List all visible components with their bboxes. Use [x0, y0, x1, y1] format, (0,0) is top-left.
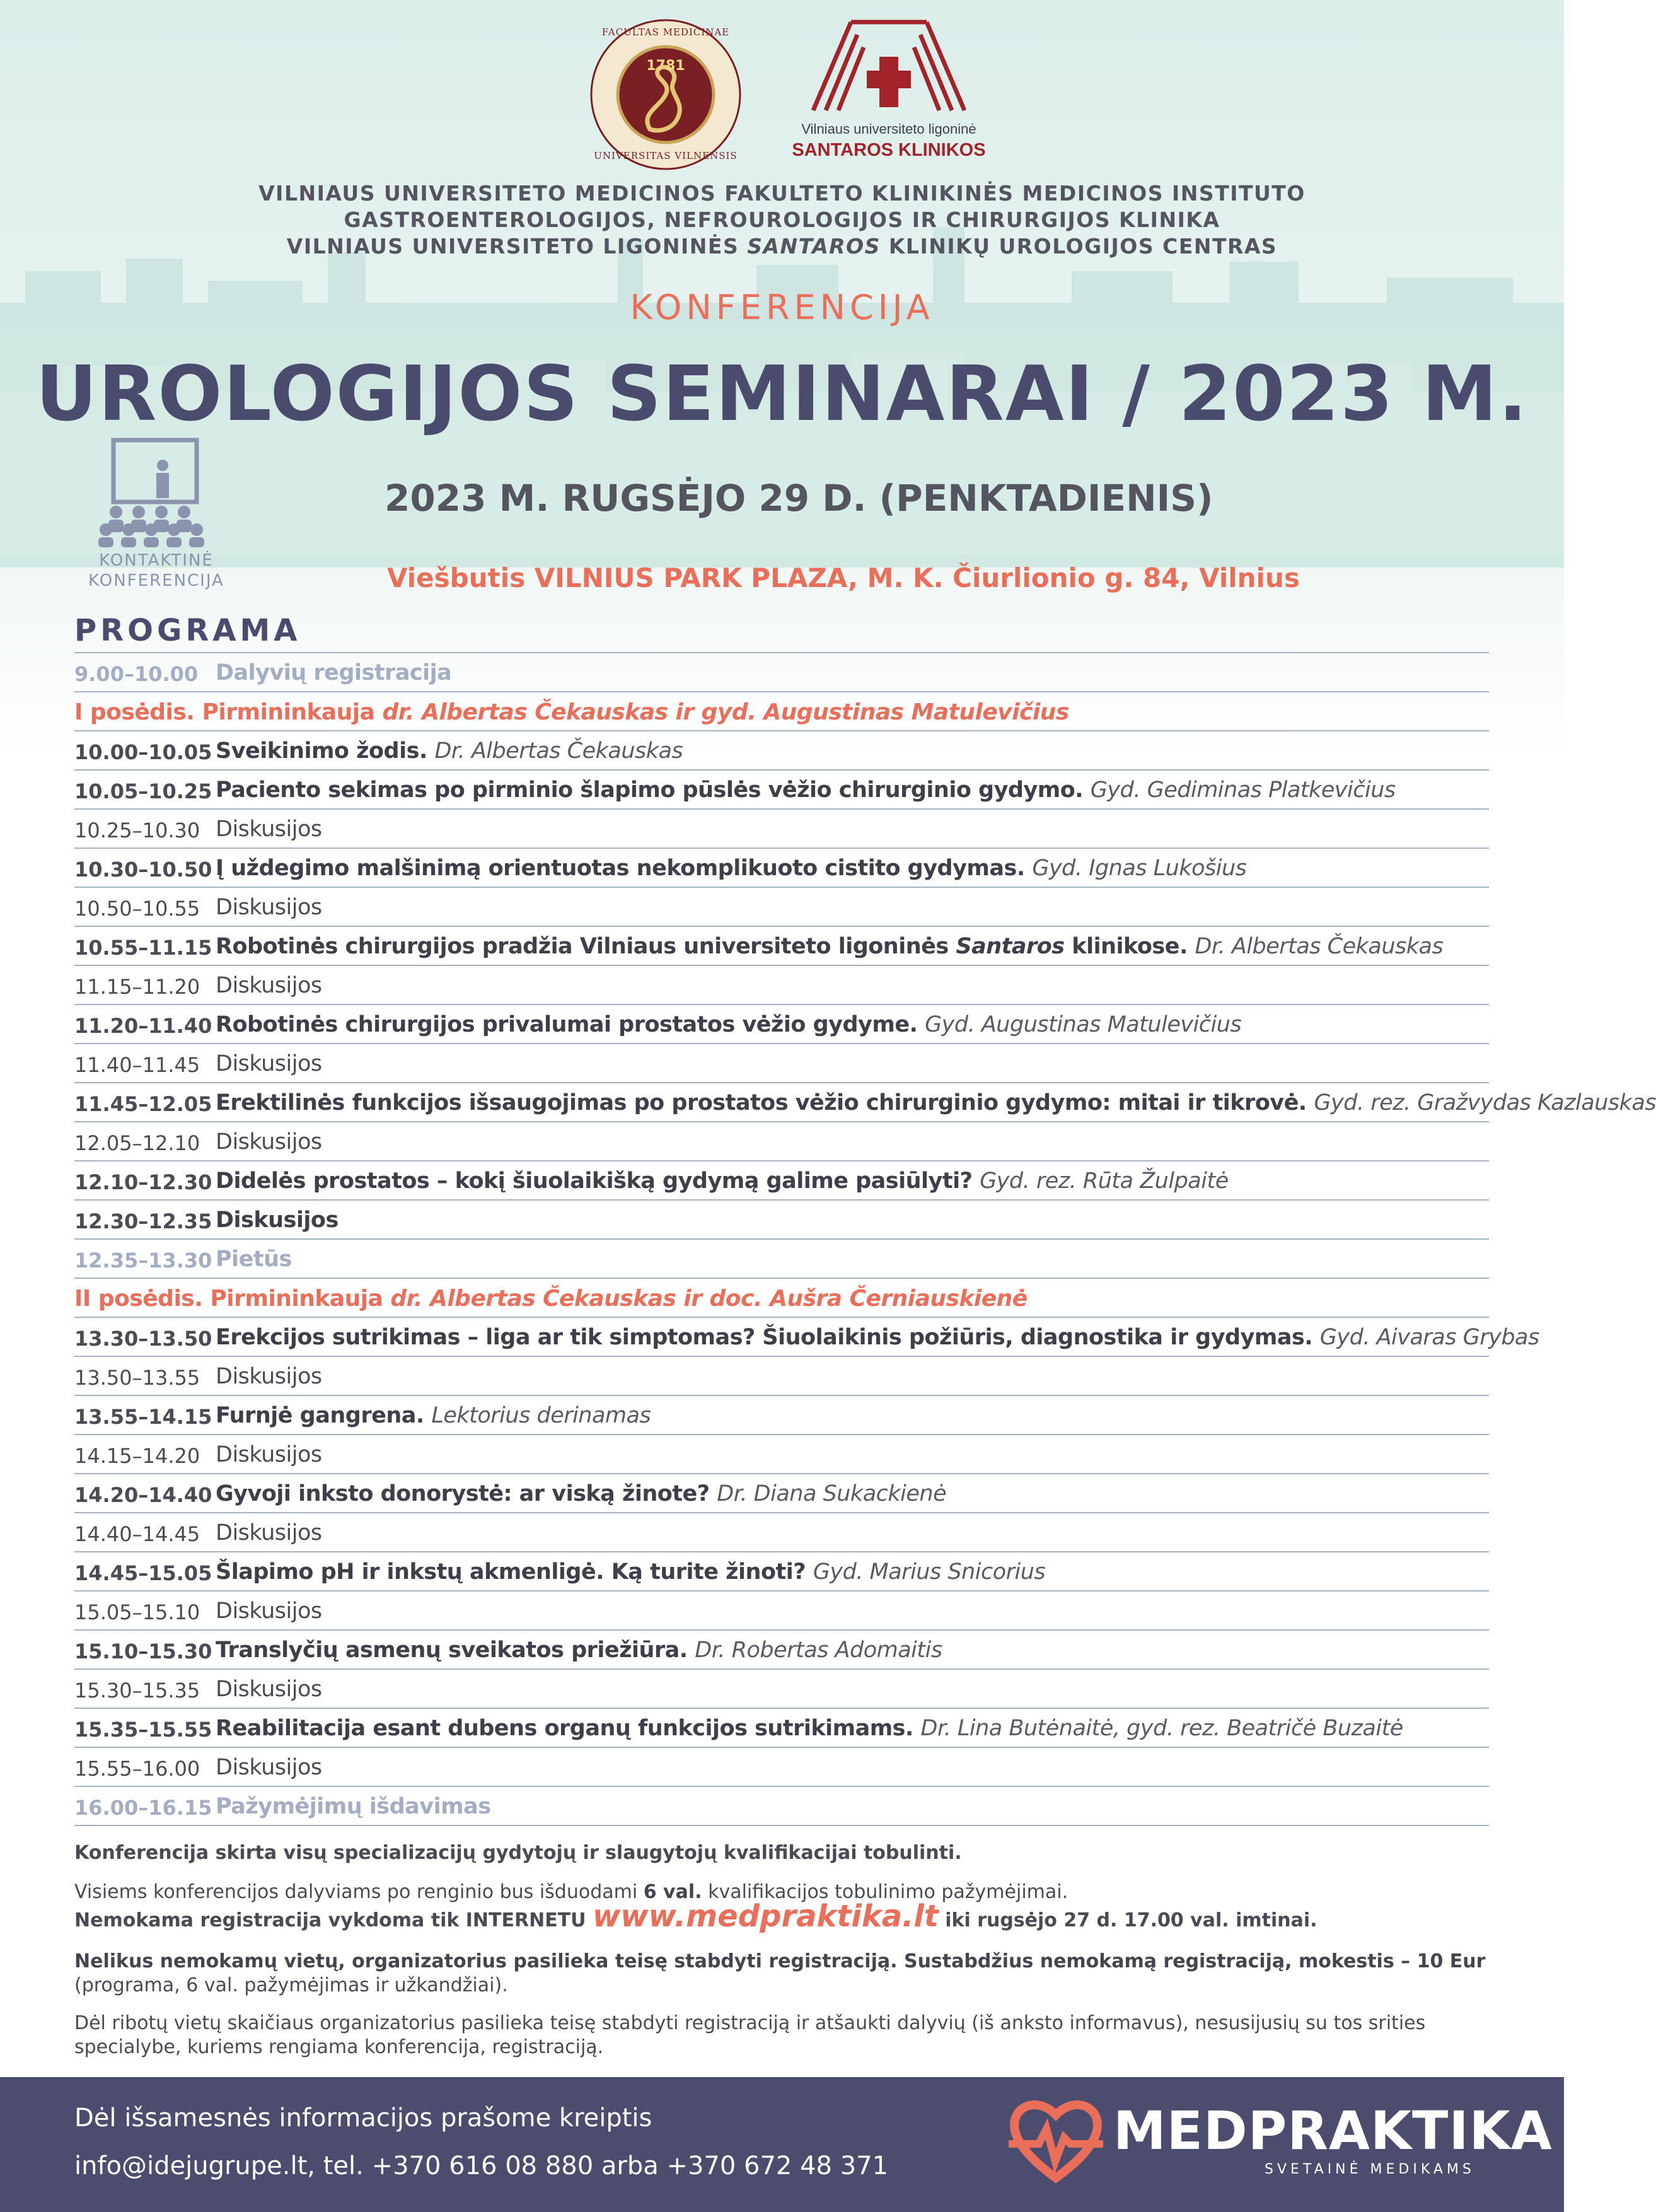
program-time: 13.55–14.15 — [74, 1405, 212, 1429]
seal-text-bottom: UNIVERSITAS VILNENSIS — [594, 150, 738, 161]
contact-conference-label-2: KONFERENCIJA — [88, 571, 224, 590]
program-title: Diskusijos — [216, 1520, 322, 1545]
program-time: 11.45–12.05 — [74, 1092, 212, 1116]
program-title: Diskusijos — [216, 973, 322, 998]
program-title: Šlapimo pH ir inkstų akmenligė. Ką turite žinoti? Gyd. Marius Snicorius — [216, 1559, 1046, 1585]
program-speaker: Gyd. Augustinas Matulevičius — [925, 1012, 1242, 1037]
program-session-header — [74, 692, 1489, 731]
program-title: Į uždegimo malšinimą orientuotas nekomplikuoto cistito gydymas. Gyd. Ignas Lukošius — [216, 856, 1247, 881]
program-time: 10.30–10.50 — [74, 858, 212, 882]
program-speaker: Dr. Lina Butėnaitė, gyd. rez. Beatričė Buzaitė — [920, 1716, 1403, 1741]
program-row — [74, 1318, 1539, 1357]
program-row-discussion — [74, 1670, 1489, 1709]
program-time: 12.10–12.30 — [74, 1170, 212, 1194]
info-fee: Nelikus nemokamų vietų, organizatorius pasilieka teisę stabdyti registraciją. Sustabdžius nemokamą registraciją, mokestis – 10 Eur (programa, 6 val. pažymėjimas ir užkandžiai). — [74, 1950, 1486, 1996]
program-title: Erektilinės funkcijos išsaugojimas po prostatos vėžio chirurginio gydymo: mitai ir tikrovė. Gyd. rez. Gražvydas Kazlauskas — [216, 1090, 1656, 1115]
program-title: Diskusijos — [216, 895, 322, 920]
program-heading: PROGRAMA — [74, 613, 301, 648]
program-row — [74, 731, 1489, 771]
program-row — [74, 1631, 1489, 1670]
institution-line-2: GASTROENTEROLOGIJOS, NEFROUROLOGIJOS IR CHIRURGIJOS KLINIKA — [344, 207, 1220, 232]
program-row-discussion — [74, 1044, 1489, 1083]
program-row-discussion — [74, 1513, 1489, 1552]
footer — [0, 2077, 1564, 2212]
program-speaker: Gyd. rez. Rūta Žulpaitė — [980, 1168, 1229, 1194]
program-speaker: Gyd. Aivaras Grybas — [1319, 1325, 1539, 1350]
footer-contact-details: info@idejugrupe.lt, tel. +370 616 08 880 arba +370 672 48 371 — [74, 2151, 889, 2180]
program-row — [74, 1240, 1489, 1279]
session-title: II posėdis. Pirmininkauja dr. Albertas Čekauskas ir doc. Aušra Černiauskienė — [74, 1286, 1028, 1312]
program-speaker: Dr. Diana Sukackienė — [717, 1481, 947, 1506]
event-date: 2023 M. RUGSĖJO 29 D. (PENKTADIENIS) — [385, 477, 1213, 520]
program-title: Paciento sekimas po pirminio šlapimo pūslės vėžio chirurginio gydymo. Gyd. Gediminas Platkevičius — [216, 777, 1396, 803]
program-title: Gyvoji inksto donorystė: ar viską žinote? Dr. Diana Sukackienė — [216, 1481, 947, 1506]
program-title: Robotinės chirurgijos pradžia Vilniaus universiteto ligoninės Santaros klinikose. Dr. Albertas Čekauskas — [216, 934, 1444, 959]
brand-logo-subtitle: SVETAINĖ MEDIKAMS — [1265, 2162, 1475, 2177]
program-session-header — [74, 1279, 1489, 1318]
program-time: 15.05–15.10 — [74, 1600, 200, 1624]
contact-conference-label-1: KONTAKTINĖ — [99, 551, 214, 570]
program-row — [74, 1083, 1656, 1122]
program-row-discussion — [74, 1435, 1489, 1474]
brand-logo-text: MEDPRAKTIKA — [1113, 2100, 1553, 2162]
program-time: 10.55–11.15 — [74, 936, 212, 960]
program-title: Furnjė gangrena. Lektorius derinamas — [216, 1403, 651, 1428]
info-registration: Nemokama registracija vykdoma tik INTERNETU www.medpraktika.lt iki rugsėjo 27 d. 17.00 val. imtinai. — [74, 1899, 1317, 1934]
program-title: Diskusijos — [216, 817, 322, 842]
program-row-discussion — [74, 1122, 1489, 1161]
program-row — [74, 1005, 1489, 1044]
program-title: Robotinės chirurgijos privalumai prostatos vėžio gydyme. Gyd. Augustinas Matulevičius — [216, 1012, 1242, 1037]
program-row — [74, 927, 1489, 966]
heart-pulse-icon — [1009, 2096, 1103, 2184]
page-title: UROLOGIJOS SEMINARAI / 2023 M. — [35, 351, 1529, 438]
program-row — [74, 653, 1489, 692]
program-title: Diskusijos — [216, 1442, 322, 1467]
program-time: 11.40–11.45 — [74, 1053, 200, 1077]
program-time: 11.15–11.20 — [74, 975, 200, 999]
program-row — [74, 1709, 1489, 1748]
info-purpose: Konferencija skirta visų specializacijų gydytojų ir slaugytojų kvalifikacijai tobulinti. — [74, 1842, 962, 1864]
program-title: Diskusijos — [216, 1208, 339, 1233]
program-time: 15.35–15.55 — [74, 1718, 212, 1742]
program-row — [74, 771, 1489, 810]
program-time: 10.50–10.55 — [74, 897, 200, 921]
program-time: 16.00–16.15 — [74, 1796, 212, 1820]
program-time: 13.30–13.50 — [74, 1327, 212, 1351]
program-time: 12.30–12.35 — [74, 1209, 212, 1233]
program-row — [74, 1787, 1489, 1826]
program-title: Diskusijos — [216, 1755, 322, 1780]
program-title: Translyčių asmenų sveikatos priežiūra. Dr. Robertas Adomaitis — [216, 1638, 942, 1663]
program-row — [74, 849, 1489, 888]
faculty-seal-logo — [590, 19, 741, 170]
program-row-discussion — [74, 810, 1489, 849]
program-row-discussion — [74, 1748, 1489, 1787]
program-speaker: Gyd. rez. Gražvydas Kazlauskas — [1314, 1090, 1656, 1115]
program-time: 14.15–14.20 — [74, 1444, 200, 1468]
program-speaker: Dr. Robertas Adomaitis — [695, 1638, 942, 1663]
program-title: Erekcijos sutrikimas – liga ar tik simptomas? Šiuolaikinis požiūris, diagnostika ir gydymas. Gyd. Aivaras Grybas — [216, 1325, 1539, 1350]
program-time: 12.05–12.10 — [74, 1131, 200, 1155]
program-title: Didelės prostatos – kokį šiuolaikišką gydymą galime pasiūlyti? Gyd. rez. Rūta Žulpaitė — [216, 1168, 1229, 1194]
program-title: Diskusijos — [216, 1129, 322, 1155]
santaros-klinikos-logo — [788, 19, 990, 170]
seal-year: 1781 — [646, 58, 685, 74]
program-time: 14.20–14.40 — [74, 1483, 212, 1507]
info-limit: Dėl ribotų vietų skaičiaus organizatorius pasilieka teisę stabdyti registraciją ir atšaukti dalyvių (iš anksto informavus), nesusijusių su tos srities specialybe, kuriems rengiama konferencija, registraciją. — [74, 2012, 1426, 2058]
program-speaker: Gyd. Gediminas Platkevičius — [1090, 777, 1396, 803]
info-certificate: Visiems konferencijos dalyviams po renginio bus išduodami 6 val. kvalifikacijos tobulinimo pažymėjimai. — [74, 1881, 1068, 1903]
seal-text-top: FACULTAS MEDICINAE — [601, 26, 730, 38]
conference-label: KONFERENCIJA — [630, 288, 934, 327]
program-speaker: Dr. Albertas Čekauskas — [1195, 934, 1444, 959]
program-title: Dalyvių registracija — [216, 660, 452, 685]
program-speaker: Gyd. Marius Snicorius — [813, 1559, 1046, 1585]
institution-line-1: VILNIAUS UNIVERSITETO MEDICINOS FAKULTETO KLINIKINĖS MEDICINOS INSTITUTO — [258, 181, 1306, 206]
program-title: Pietūs — [216, 1247, 292, 1272]
program-row — [74, 1474, 1489, 1513]
program-row — [74, 1201, 1489, 1240]
program-speaker: Gyd. Ignas Lukošius — [1032, 856, 1247, 881]
program-time: 14.40–14.45 — [74, 1522, 200, 1546]
session-title: I posėdis. Pirmininkauja dr. Albertas Čekauskas ir gyd. Augustinas Matulevičius — [74, 699, 1069, 725]
santaros-logo-line1: Vilniaus universiteto ligoninė — [801, 121, 976, 137]
program-row — [74, 1396, 1489, 1435]
footer-contact-label: Dėl išsamesnės informacijos prašome kreiptis — [74, 2104, 652, 2133]
santaros-logo-line2: SANTAROS KLINIKOS — [792, 140, 986, 160]
program-title: Diskusijos — [216, 1598, 322, 1624]
program-table — [74, 652, 1656, 1826]
contact-conference-icon — [81, 435, 238, 599]
program-row-discussion — [74, 888, 1489, 927]
program-speaker: Dr. Albertas Čekauskas — [434, 738, 683, 764]
program-row-discussion — [74, 1357, 1489, 1396]
program-title: Reabilitacija esant dubens organų funkcijos sutrikimams. Dr. Lina Butėnaitė, gyd. rez. Beatričė Buzaitė — [216, 1716, 1403, 1741]
program-time: 15.10–15.30 — [74, 1639, 212, 1663]
program-time: 13.50–13.55 — [74, 1366, 200, 1390]
program-time: 10.00–10.05 — [74, 740, 212, 764]
program-speaker: Lektorius derinamas — [431, 1403, 651, 1428]
program-time: 9.00–10.00 — [74, 662, 199, 686]
program-title: Sveikinimo žodis. Dr. Albertas Čekauskas — [216, 738, 683, 764]
program-title: Diskusijos — [216, 1051, 322, 1076]
event-venue: Viešbutis VILNIUS PARK PLAZA, M. K. Čiurlionio g. 84, Vilnius — [387, 562, 1300, 593]
program-row-discussion — [74, 1592, 1489, 1631]
program-time: 12.35–13.30 — [74, 1249, 212, 1272]
program-row — [74, 1552, 1489, 1592]
program-time: 11.20–11.40 — [74, 1014, 212, 1038]
program-time: 10.25–10.30 — [74, 818, 200, 842]
program-time: 14.45–15.05 — [74, 1561, 212, 1585]
program-title: Diskusijos — [216, 1364, 322, 1389]
program-row — [74, 1161, 1489, 1201]
program-time: 10.05–10.25 — [74, 779, 212, 803]
registration-link[interactable]: www.medpraktika.lt — [592, 1899, 939, 1934]
program-title: Diskusijos — [216, 1677, 322, 1702]
program-time: 15.55–16.00 — [74, 1757, 200, 1781]
program-time: 15.30–15.35 — [74, 1679, 200, 1703]
program-title: Pažymėjimų išdavimas — [216, 1794, 491, 1819]
institution-line-3: VILNIAUS UNIVERSITETO LIGONINĖS SANTAROS KLINIKŲ UROLOGIJOS CENTRAS — [286, 234, 1278, 259]
program-row-discussion — [74, 966, 1489, 1005]
